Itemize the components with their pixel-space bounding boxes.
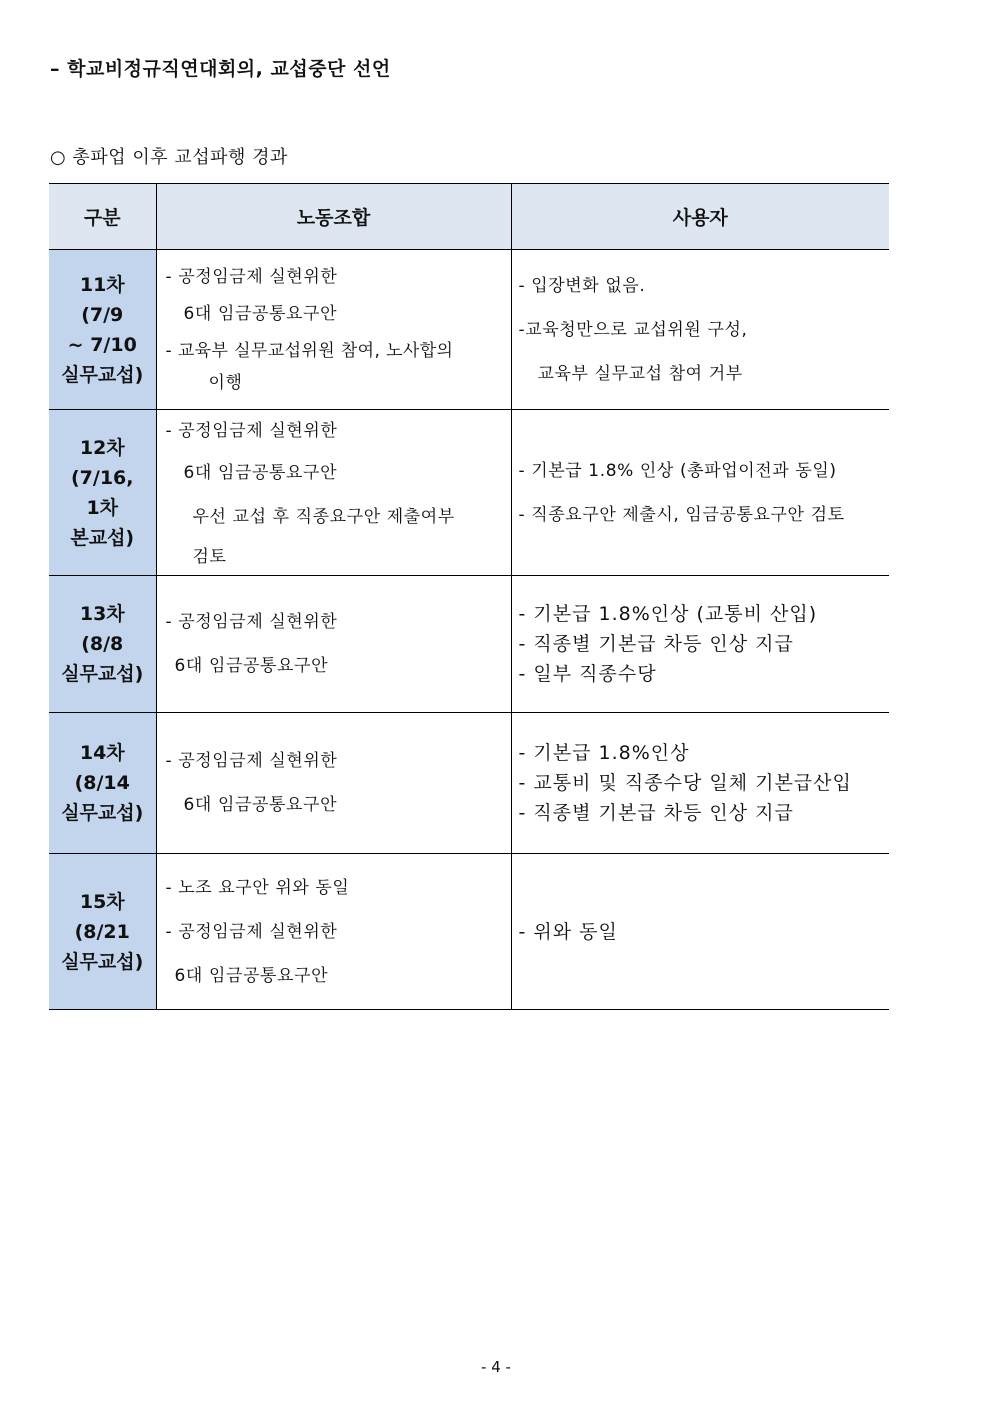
round-cell (49, 250, 156, 410)
round-line: (8/14 (74, 772, 130, 794)
union-line: - 공정임금제 실현위한 (165, 267, 338, 287)
negotiation-table (49, 183, 889, 1010)
union-line: 6대 임금공통요구안 (183, 304, 338, 324)
header-union: 노동조합 (156, 184, 511, 250)
round-cell (49, 576, 156, 713)
round-line: 14차 (79, 742, 125, 764)
round-line: 실무교섭) (61, 950, 144, 973)
employer-cell (511, 576, 889, 713)
round-line: 실무교섭) (61, 802, 144, 824)
round-line: 15차 (79, 890, 125, 913)
employer-line: - 기본급 1.8%인상 (518, 742, 690, 764)
union-line: 6대 임금공통요구안 (174, 656, 329, 676)
employer-line: - 교통비 및 직종수당 일체 기본급산입 (518, 772, 852, 794)
union-line: - 공정임금제 실현위한 (165, 921, 338, 942)
union-line: 우선 교섭 후 직종요구안 제출여부 (192, 506, 455, 527)
union-line: - 교육부 실무교섭위원 참여, 노사합의 (165, 341, 454, 361)
round-line: 12차 (79, 436, 125, 459)
employer-cell (511, 854, 889, 1010)
round-line: 1차 (86, 496, 119, 519)
employer-line: - 일부 직종수당 (518, 663, 657, 685)
employer-cell (511, 410, 889, 576)
union-cell (156, 410, 511, 576)
table-row (49, 250, 889, 410)
union-line: 6대 임금공통요구안 (174, 965, 329, 986)
round-line: (7/9 (81, 303, 124, 326)
employer-line: - 위와 동일 (518, 920, 618, 943)
page-number: - 4 - (481, 1358, 511, 1376)
employer-cell (511, 713, 889, 854)
union-line: 검토 (192, 546, 227, 567)
round-line: 실무교섭) (61, 663, 144, 685)
employer-line: - 직종별 기본급 차등 인상 지급 (518, 633, 794, 655)
union-line: - 공정임금제 실현위한 (165, 612, 338, 632)
round-line: 실무교섭) (61, 363, 144, 386)
union-line: 6대 임금공통요구안 (183, 795, 338, 815)
employer-line: - 기본급 1.8% 인상 (총파업이전과 동일) (518, 460, 837, 481)
union-cell (156, 576, 511, 713)
round-cell (49, 713, 156, 854)
round-line: 11차 (79, 273, 125, 296)
table-header-row (49, 184, 889, 250)
employer-line: - 직종요구안 제출시, 임금공통요구안 검토 (518, 504, 845, 525)
subsection-heading: ○ 총파업 이후 교섭파행 경과 (50, 147, 288, 168)
union-cell (156, 854, 511, 1010)
round-line: ~ 7/10 (67, 333, 137, 356)
table-row (49, 713, 889, 854)
union-line: - 노조 요구안 위와 동일 (165, 877, 350, 898)
header-category: 구분 (49, 184, 156, 250)
round-line: (7/16, (70, 466, 134, 489)
section-heading: – 학교비정규직연대회의, 교섭중단 선언 (50, 58, 391, 80)
round-line: 13차 (79, 603, 125, 625)
employer-line: - 기본급 1.8%인상 (교통비 산입) (518, 603, 818, 625)
round-cell (49, 854, 156, 1010)
round-line: (8/21 (74, 920, 130, 943)
employer-line: 교육부 실무교섭 참여 거부 (537, 363, 743, 384)
table-row (49, 576, 889, 713)
round-cell (49, 410, 156, 576)
employer-line: - 입장변화 없음. (518, 275, 646, 296)
union-line: 이행 (208, 373, 243, 393)
union-line: - 공정임금제 실현위한 (165, 420, 338, 441)
union-line: 6대 임금공통요구안 (183, 462, 338, 483)
table-row (49, 410, 889, 576)
employer-cell (511, 250, 889, 410)
table-row (49, 854, 889, 1010)
union-cell (156, 713, 511, 854)
employer-line: - 직종별 기본급 차등 인상 지급 (518, 802, 794, 824)
header-employer: 사용자 (511, 184, 889, 250)
round-line: (8/8 (81, 633, 124, 655)
union-cell (156, 250, 511, 410)
round-line: 본교섭) (70, 526, 135, 549)
employer-line: -교육청만으로 교섭위원 구성, (518, 319, 748, 340)
union-line: - 공정임금제 실현위한 (165, 751, 338, 771)
